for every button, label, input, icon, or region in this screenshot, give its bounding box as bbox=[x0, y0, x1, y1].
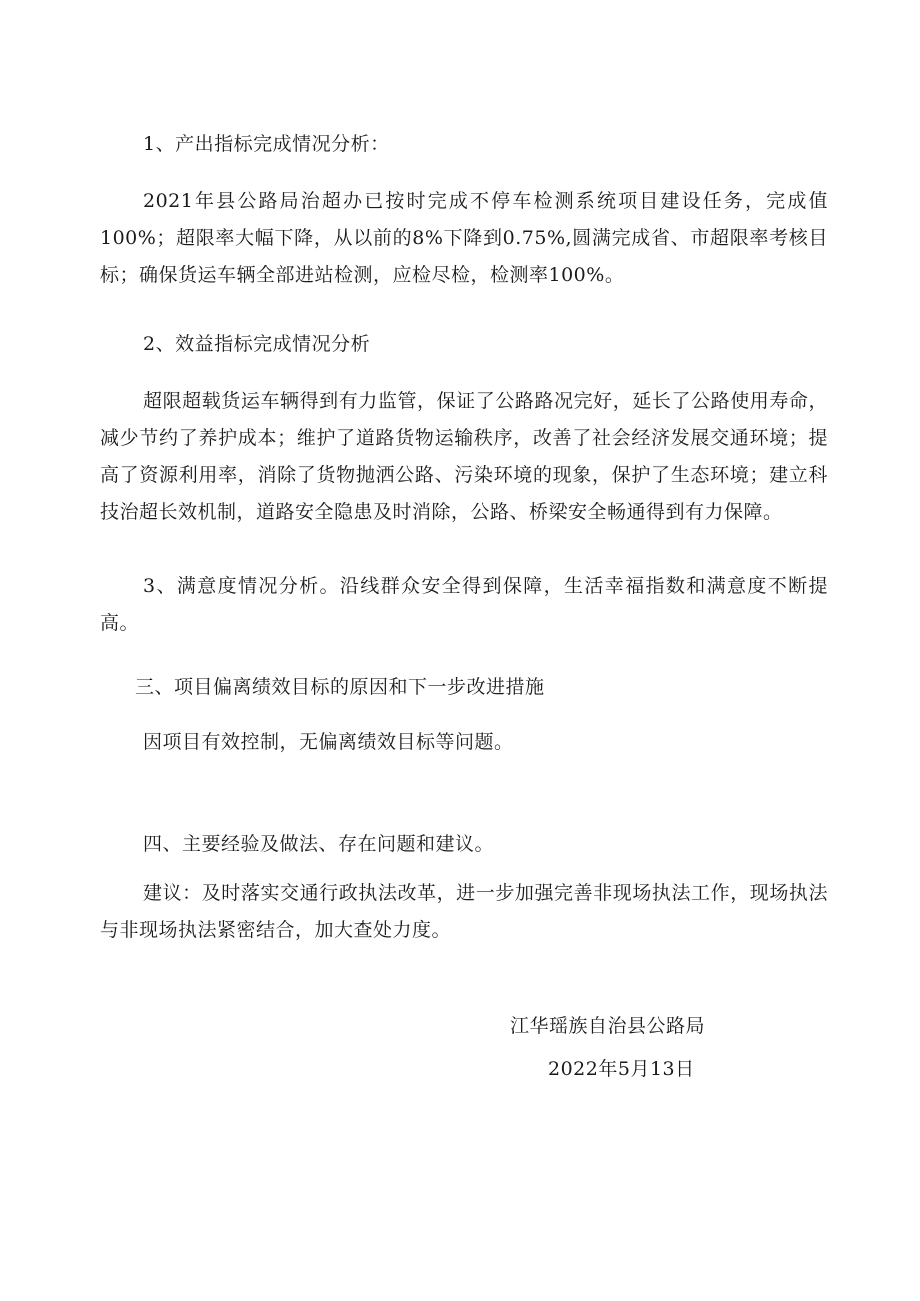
signature-date: 2022年5月13日 bbox=[548, 1058, 695, 1080]
benefit-indicator-heading: 2、效益指标完成情况分析 bbox=[143, 333, 371, 355]
signature-organization: 江华瑶族自治县公路局 bbox=[510, 1015, 706, 1037]
output-indicator-body: 2021年县公路局治超办已按时完成不停车检测系统项目建设任务，完成值100%；超限率大幅下降，从以前的8%下降到0.75%,圆满完成省、市超限率考核目标；确保货运车辆全部进站检测，应检尽检，检测率100%。 bbox=[100, 190, 828, 286]
experience-heading: 四、主要经验及做法、存在问题和建议。 bbox=[143, 833, 495, 855]
output-indicator-heading: 1、产出指标完成情况分析： bbox=[143, 133, 390, 155]
experience-body: 建议：及时落实交通行政执法改革，进一步加强完善非现场执法工作，现场执法与非现场执法紧密结合，加大查处力度。 bbox=[100, 882, 828, 941]
deviation-body: 因项目有效控制，无偏离绩效目标等问题。 bbox=[143, 731, 514, 753]
benefit-indicator-body: 超限超载货运车辆得到有力监管，保证了公路路况完好，延长了公路使用寿命，减少节约了养护成本；维护了道路货物运输秩序，改善了社会经济发展交通环境；提高了资源利用率，消除了货物抛洒公路、污染环境的现象，保护了生态环境；建立科技治超长效机制，道路安全隐患及时消除，公路、桥梁安全畅通得到有力保障。 bbox=[100, 390, 828, 523]
satisfaction-analysis-body: 3、满意度情况分析。沿线群众安全得到保障，生活幸福指数和满意度不断提高。 bbox=[100, 575, 828, 634]
deviation-heading: 三、项目偏离绩效目标的原因和下一步改进措施 bbox=[135, 676, 545, 698]
